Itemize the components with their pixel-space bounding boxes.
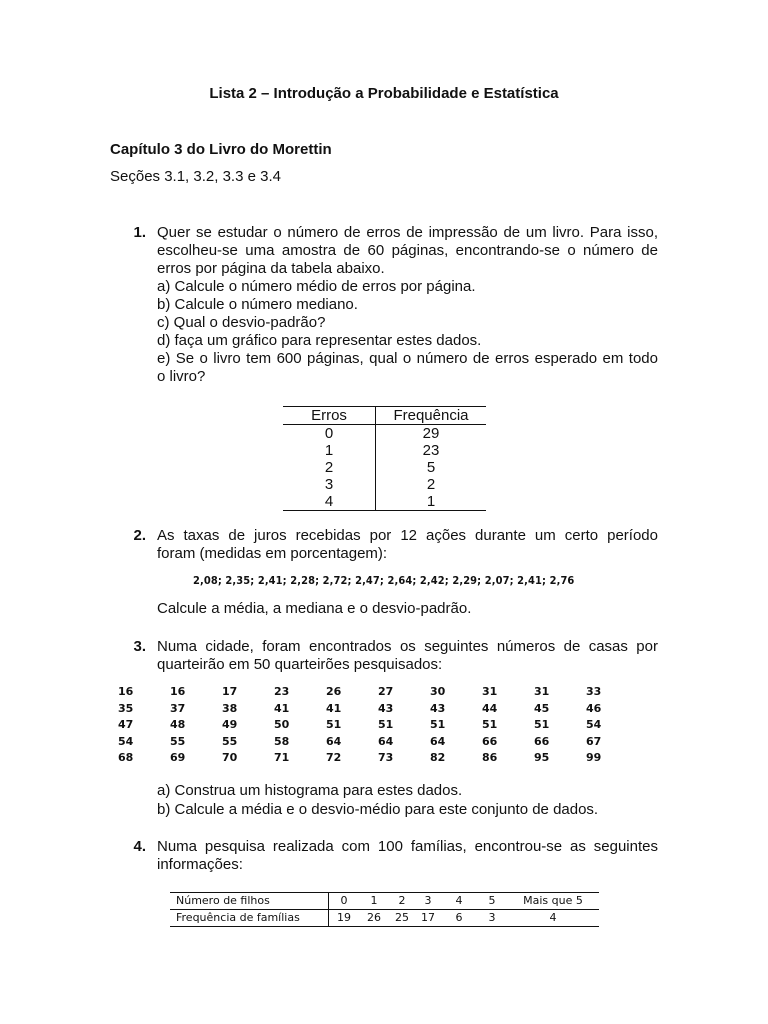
grid-cell: 17	[222, 685, 238, 698]
grid-cell: 23	[274, 685, 290, 698]
table-cell: 4	[507, 910, 599, 927]
table-cell: 17	[415, 910, 441, 927]
table-cell: 1	[324, 442, 334, 459]
grid-cell: 31	[534, 685, 550, 698]
question-1-item: o livro?	[157, 368, 206, 385]
table-cell: 25	[389, 910, 415, 927]
question-4-line: informações:	[157, 856, 243, 873]
question-1-number: 1.	[133, 224, 146, 241]
grid-cell: 41	[326, 701, 342, 715]
grid-cell: 41	[274, 701, 290, 715]
grid-cell: 44	[482, 701, 498, 715]
table-cell: 23	[376, 442, 487, 459]
question-1-line: escolheu-se uma amostra de 60 páginas, encontrando-se o número de	[157, 242, 658, 259]
table-cell: Mais que 5	[507, 893, 599, 910]
grid-cell: 27	[378, 685, 394, 698]
table-cell: 2	[324, 459, 334, 476]
question-4-number: 4.	[133, 838, 146, 855]
grid-cell: 51	[378, 718, 394, 731]
question-1-item: b) Calcule o número mediano.	[157, 296, 358, 313]
question-3-item: a) Construa um histograma para estes dados.	[157, 782, 463, 799]
grid-row	[118, 750, 638, 767]
grid-cell: 30	[430, 685, 446, 698]
interest-rates-data: 2,08; 2,35; 2,41; 2,28; 2,72; 2,47; 2,64; 2,42; 2,29; 2,07; 2,41; 2,76	[193, 574, 575, 587]
question-3-line: Numa cidade, foram encontrados os seguintes números de casas por	[157, 638, 658, 655]
question-4-text	[157, 838, 658, 874]
grid-cell: 70	[222, 751, 238, 764]
table-row	[283, 425, 486, 443]
grid-cell: 82	[430, 751, 446, 764]
grid-cell: 31	[482, 685, 498, 698]
errors-frequency-table	[283, 406, 486, 511]
children-frequency-table	[170, 892, 599, 927]
grid-row	[118, 717, 638, 734]
table-row	[170, 893, 599, 910]
table-row	[283, 459, 486, 476]
grid-cell: 16	[170, 685, 186, 698]
grid-cell: 64	[430, 734, 446, 748]
grid-cell: 73	[378, 751, 394, 764]
grid-cell: 71	[274, 751, 290, 764]
question-3-item: b) Calcule a média e o desvio-médio para este conjunto de dados.	[157, 801, 599, 818]
table-header: Frequência	[376, 407, 487, 425]
question-4-line: Numa pesquisa realizada com 100 famílias, encontrou-se as seguintes	[157, 838, 658, 855]
grid-cell: 51	[326, 718, 342, 731]
grid-row	[118, 701, 638, 718]
sections-line: Seções 3.1, 3.2, 3.3 e 3.4	[110, 168, 281, 185]
question-2-line: As taxas de juros recebidas por 12 ações durante um certo período	[157, 527, 658, 544]
question-1-item: d) faça um gráfico para representar estes dados.	[157, 332, 482, 349]
table-cell: 0	[324, 425, 334, 442]
table-cell: 19	[329, 910, 360, 927]
grid-cell: 45	[534, 701, 550, 715]
table-cell: 4	[441, 893, 477, 910]
grid-cell: 48	[170, 718, 186, 731]
table-cell: 2	[389, 893, 415, 910]
grid-cell: 46	[586, 701, 602, 715]
grid-cell: 35	[118, 701, 134, 715]
grid-cell: 64	[378, 734, 394, 748]
table-row	[283, 442, 486, 459]
table-cell: 6	[441, 910, 477, 927]
table-cell: 2	[376, 476, 487, 493]
grid-cell: 38	[222, 701, 238, 715]
table-row	[283, 476, 486, 493]
grid-cell: 66	[482, 734, 498, 748]
question-1-item: e) Se o livro tem 600 páginas, qual o número de erros esperado em todo	[157, 350, 658, 367]
table-cell: 5	[477, 893, 507, 910]
table-cell: 1	[376, 493, 487, 511]
table-cell: 29	[376, 425, 487, 443]
question-2-text	[157, 527, 658, 563]
page-title: Lista 2 – Introdução a Probabilidade e Estatística	[209, 85, 559, 102]
grid-cell: 55	[170, 734, 186, 748]
grid-cell: 64	[326, 734, 342, 748]
grid-row	[118, 684, 638, 701]
table-cell: 3	[415, 893, 441, 910]
grid-cell: 67	[586, 734, 602, 748]
table-cell: 3	[477, 910, 507, 927]
table-header: Erros	[283, 407, 376, 425]
grid-cell: 72	[326, 751, 342, 764]
table-cell: 26	[359, 910, 389, 927]
grid-cell: 68	[118, 751, 134, 764]
grid-cell: 33	[586, 685, 602, 698]
question-1-item: a) Calcule o número médio de erros por página.	[157, 278, 476, 295]
grid-cell: 26	[326, 685, 342, 698]
grid-cell: 43	[378, 701, 394, 715]
question-1-line: erros por página da tabela abaixo.	[157, 260, 385, 277]
chapter-heading: Capítulo 3 do Livro do Morettin	[110, 141, 332, 158]
grid-row	[118, 734, 638, 751]
table-cell: 5	[376, 459, 487, 476]
grid-cell: 51	[482, 718, 498, 731]
grid-cell: 16	[118, 685, 134, 698]
grid-cell: 58	[274, 734, 290, 748]
question-3-text	[157, 638, 658, 674]
grid-cell: 66	[534, 734, 550, 748]
grid-cell: 95	[534, 751, 550, 764]
table-row	[170, 910, 599, 927]
table-cell: 4	[283, 493, 376, 511]
question-1-text	[157, 224, 658, 386]
grid-cell: 55	[222, 734, 238, 748]
grid-cell: 49	[222, 718, 238, 731]
grid-cell: 51	[430, 718, 446, 731]
question-2-line: foram (medidas em porcentagem):	[157, 545, 388, 562]
grid-cell: 47	[118, 718, 134, 731]
grid-cell: 37	[170, 701, 186, 715]
grid-cell: 86	[482, 751, 498, 764]
grid-cell: 43	[430, 701, 446, 715]
row-label: Frequência de famílias	[170, 910, 329, 927]
question-2-number: 2.	[133, 527, 146, 544]
table-cell: 3	[324, 476, 334, 493]
table-cell: 1	[359, 893, 389, 910]
grid-cell: 54	[118, 734, 134, 748]
question-3-line: quarteirão em 50 quarteirões pesquisados:	[157, 656, 443, 673]
row-label: Número de filhos	[170, 893, 329, 910]
grid-cell: 69	[170, 751, 186, 764]
table-row	[283, 493, 486, 511]
grid-cell: 50	[274, 718, 290, 731]
table-cell: 0	[329, 893, 360, 910]
question-2-ask: Calcule a média, a mediana e o desvio-padrão.	[157, 600, 472, 617]
grid-cell: 51	[534, 718, 550, 731]
question-1-item: c) Qual o desvio-padrão?	[157, 314, 326, 331]
question-3-number: 3.	[133, 638, 146, 655]
houses-per-block-grid	[118, 684, 638, 767]
question-1-line: Quer se estudar o número de erros de impressão de um livro. Para isso,	[157, 224, 658, 241]
grid-cell: 99	[586, 751, 602, 764]
grid-cell: 54	[586, 718, 602, 731]
